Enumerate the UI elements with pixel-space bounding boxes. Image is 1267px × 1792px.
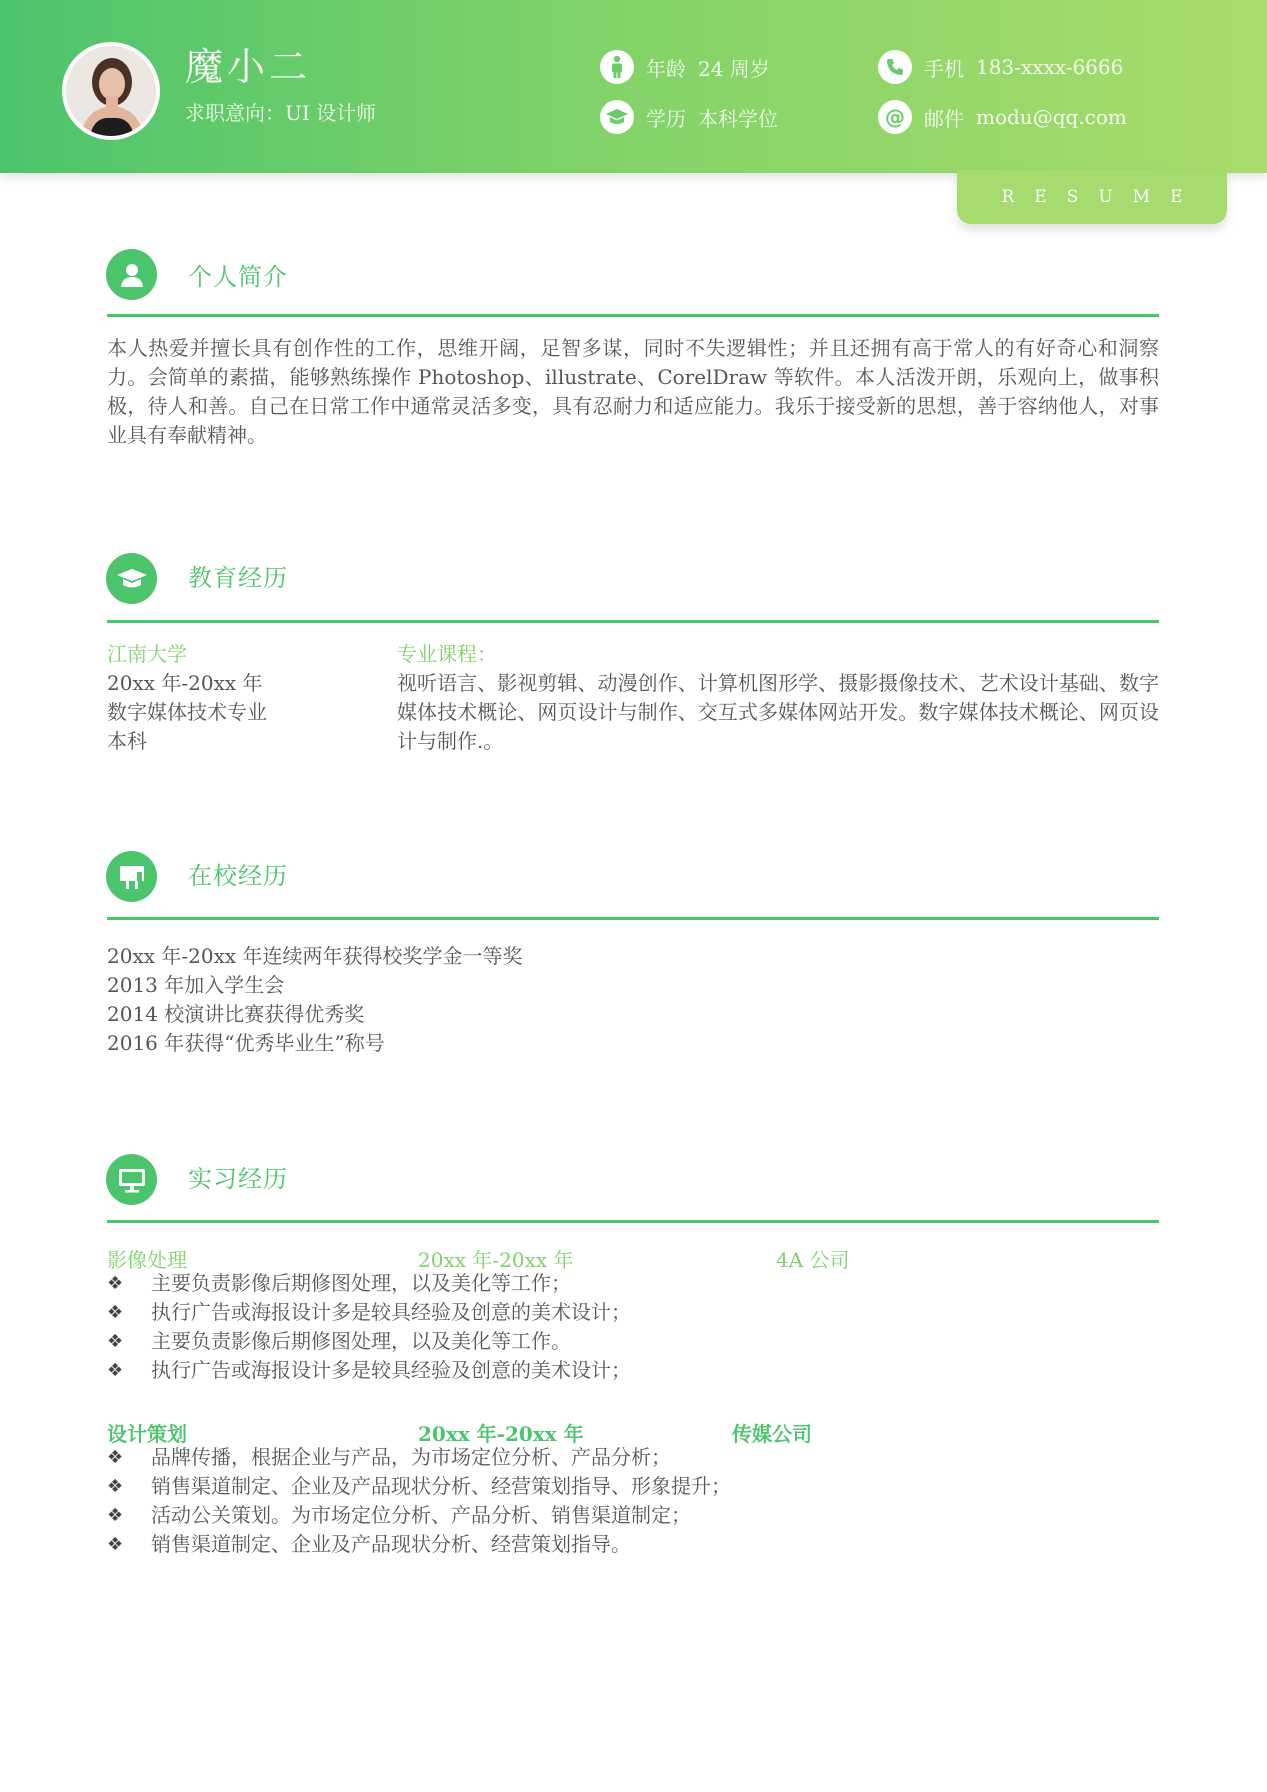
section-title-education: 教育经历 xyxy=(188,564,288,592)
list-item: ❖ 活动公关策划。为市场定位分析、产品分析、销售渠道制定； xyxy=(107,1501,731,1530)
job-bullets xyxy=(107,1269,631,1385)
education-value: 本科学位 xyxy=(698,106,778,131)
list-item: ❖ 执行广告或海报设计多是较具经验及创意的美术设计； xyxy=(107,1298,631,1327)
list-item: ❖ 执行广告或海报设计多是较具经验及创意的美术设计； xyxy=(107,1356,631,1385)
graduation-cap-icon xyxy=(106,553,157,604)
diamond-bullet-icon: ❖ xyxy=(107,1360,124,1381)
age-info xyxy=(600,50,770,84)
resume-header xyxy=(0,0,1267,173)
job-intent: 求职意向：UI 设计师 xyxy=(185,101,377,125)
education-degree: 本科 xyxy=(107,729,147,753)
education-label: 学历 xyxy=(646,106,686,131)
courses-label: 专业课程： xyxy=(397,642,497,666)
diamond-bullet-icon: ❖ xyxy=(107,1447,124,1468)
diamond-bullet-icon: ❖ xyxy=(107,1534,124,1555)
resume-tab: RESUME xyxy=(957,170,1227,224)
section-divider xyxy=(107,917,1159,920)
education-major: 数字媒体技术专业 xyxy=(107,700,267,724)
diamond-bullet-icon: ❖ xyxy=(107,1273,124,1294)
job-company: 传媒公司 xyxy=(732,1422,812,1446)
list-item: ❖ 销售渠道制定、企业及产品现状分析、经营策划指导、形象提升； xyxy=(107,1472,731,1501)
avatar xyxy=(62,42,160,140)
section-title-profile: 个人简介 xyxy=(188,263,288,291)
section-title-campus: 在校经历 xyxy=(188,862,288,890)
monitor-icon xyxy=(106,1154,157,1205)
list-item: ❖ 销售渠道制定、企业及产品现状分析、经营策划指导。 xyxy=(107,1530,731,1559)
user-icon xyxy=(106,249,157,300)
list-item: 2014 校演讲比赛获得优秀奖 xyxy=(107,1002,365,1026)
section-divider xyxy=(107,1220,1159,1223)
avatar-portrait-icon xyxy=(66,46,156,136)
job-bullets xyxy=(107,1443,731,1559)
diamond-bullet-icon: ❖ xyxy=(107,1476,124,1497)
section-divider xyxy=(107,314,1159,317)
diamond-bullet-icon: ❖ xyxy=(107,1331,124,1352)
email-info xyxy=(878,100,1127,134)
list-item: 2013 年加入学生会 xyxy=(107,973,285,997)
graduation-cap-icon xyxy=(600,100,634,134)
education-period: 20xx 年-20xx 年 xyxy=(107,671,263,695)
job-period: 20xx 年-20xx 年 xyxy=(418,1248,574,1272)
section-title-internship: 实习经历 xyxy=(188,1165,288,1193)
school-name: 江南大学 xyxy=(107,642,187,666)
person-icon xyxy=(600,50,634,84)
candidate-name: 魔小二 xyxy=(185,45,312,89)
job-company: 4A 公司 xyxy=(776,1248,850,1272)
phone-label: 手机 xyxy=(924,56,964,81)
list-item: 20xx 年-20xx 年连续两年获得校奖学金一等奖 xyxy=(107,944,523,968)
education-info xyxy=(600,100,778,134)
job-role: 设计策划 xyxy=(107,1422,187,1446)
phone-info xyxy=(878,50,1123,84)
list-item: ❖ 主要负责影像后期修图处理，以及美化等工作。 xyxy=(107,1327,631,1356)
email-label: 邮件 xyxy=(924,106,964,131)
courses-text: 视听语言、影视剪辑、动漫创作、计算机图形学、摄影摄像技术、艺术设计基础、数字媒体技术概论、网页设计与制作、交互式多媒体网站开发。数字媒体技术概论、网页设计与制作.。 xyxy=(397,671,1159,753)
age-label: 年龄 xyxy=(646,56,686,81)
profile-text: 本人热爱并擅长具有创作性的工作，思维开阔，足智多谋，同时不失逻辑性；并且还拥有高于常人的有好奇心和洞察力。会简单的素描，能够熟练操作 Photoshop、illustrate、CorelDraw 等软件。本人活泼开朗，乐观向上，做事积极，待人和善。自己在日常工作中通常灵活多变，具有忍耐力和适应能力。我乐于接受新的思想，善于容纳他人，对事业具有奉献精神。 xyxy=(107,336,1159,447)
job-period: 20xx 年-20xx 年 xyxy=(418,1422,584,1446)
list-item: 2016 年获得“优秀毕业生”称号 xyxy=(107,1031,385,1055)
at-sign-icon: @ xyxy=(878,100,912,134)
phone-value: 183-xxxx-6666 xyxy=(976,55,1124,79)
education-summary xyxy=(107,640,367,756)
diamond-bullet-icon: ❖ xyxy=(107,1302,124,1323)
education-courses xyxy=(397,640,1159,756)
age-value: 24 周岁 xyxy=(698,56,770,81)
email-value: modu@qq.com xyxy=(976,105,1127,129)
presentation-board-icon xyxy=(106,851,157,902)
campus-list xyxy=(107,942,523,1058)
diamond-bullet-icon: ❖ xyxy=(107,1505,124,1526)
section-divider xyxy=(107,620,1159,623)
job-role: 影像处理 xyxy=(107,1248,187,1272)
list-item: ❖ 品牌传播，根据企业与产品，为市场定位分析、产品分析； xyxy=(107,1443,731,1472)
phone-icon xyxy=(878,50,912,84)
list-item: ❖ 主要负责影像后期修图处理，以及美化等工作； xyxy=(107,1269,631,1298)
